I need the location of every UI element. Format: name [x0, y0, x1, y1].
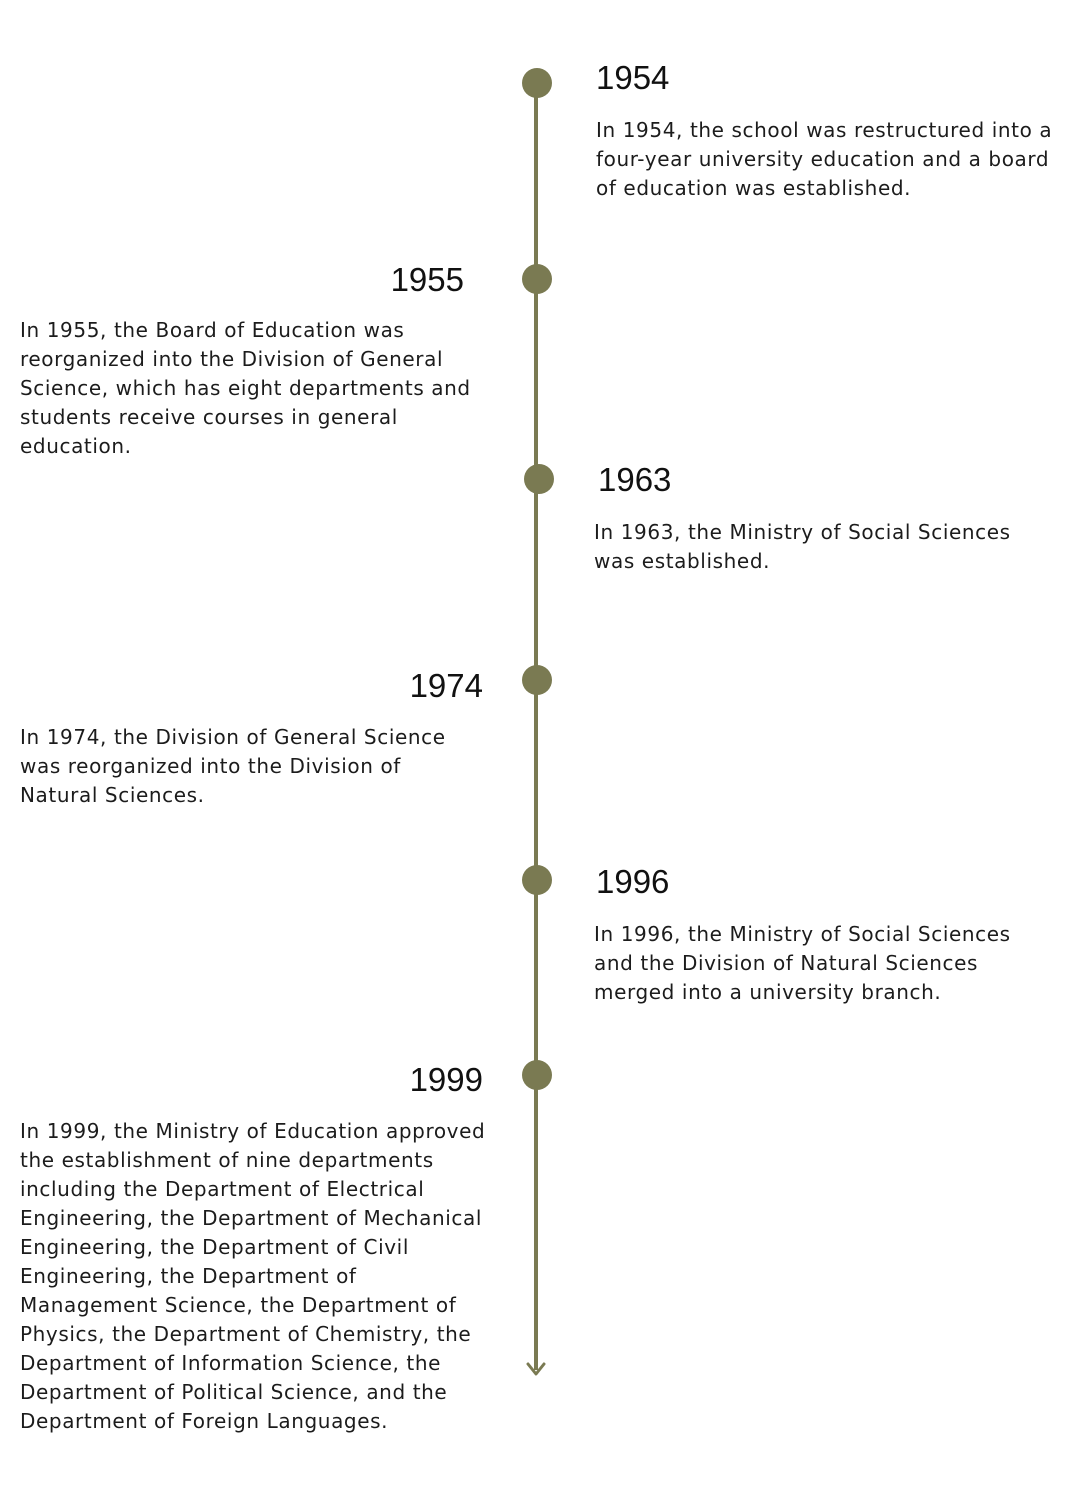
event-description-1996: In 1996, the Ministry of Social Sciences and the Division of Natural Sciences merged into a university branch. [594, 922, 1011, 1004]
timeline-node-1954 [522, 68, 552, 98]
event-year-1955: 1955 [390, 261, 464, 298]
event-year-1999: 1999 [409, 1061, 483, 1098]
event-year-1963: 1963 [598, 461, 672, 498]
event-description-1963: In 1963, the Ministry of Social Sciences was established. [594, 520, 1011, 573]
event-description-1999: In 1999, the Ministry of Education approved the establishment of nine departments including the Department of Electrical Engineering, the Department of Mechanical Engineering, the Department of Civil Engineering, the Department of Management Science, the Department of Physics, the Department of Chemistry, the Department of Information Science, the Department of Political Science, and the Department of Foreign Languages. [20, 1119, 486, 1433]
arrow-down-icon [526, 1362, 546, 1378]
event-description-1974: In 1974, the Division of General Science was reorganized into the Division of Natural Sciences. [20, 725, 446, 807]
event-year-1974: 1974 [409, 667, 483, 704]
event-description-1954: In 1954, the school was restructured into a four-year university education and a board of education was established. [596, 118, 1053, 200]
event-year-1954: 1954 [596, 59, 670, 96]
timeline-node-1974 [522, 665, 552, 695]
timeline-node-1963 [524, 464, 554, 494]
event-year-1996: 1996 [596, 863, 670, 900]
event-description-1955: In 1955, the Board of Education was reorganized into the Division of General Science, which has eight departments and students receive courses in general education. [20, 318, 471, 458]
timeline-node-1996 [522, 865, 552, 895]
timeline-node-1955 [522, 264, 552, 294]
timeline-node-1999 [522, 1060, 552, 1090]
